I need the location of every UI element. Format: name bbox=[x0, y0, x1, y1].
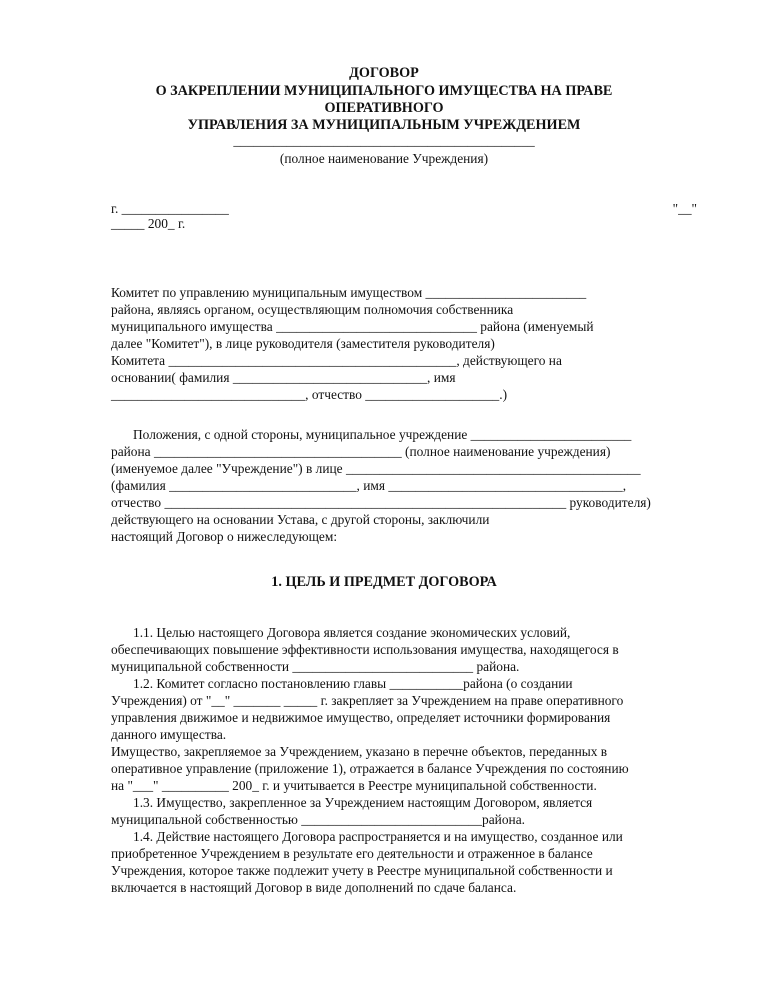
year-line: _____ 200_ г. bbox=[111, 216, 186, 231]
title-line-1: ДОГОВОР bbox=[349, 65, 419, 81]
day-blank: "__" bbox=[672, 201, 697, 216]
clause-1-4-line-4: включается в настоящий Договор в виде дополнений по сдаче баланса. bbox=[111, 880, 517, 895]
clause-1-4-line-3: Учреждения, которое также подлежит учету в Реестре муниципальной собственности и bbox=[111, 863, 613, 878]
place-line: г. ________________ bbox=[111, 201, 229, 216]
clause-1-1-line-2: обеспечивающих повышение эффективности использования имущества, находящегося в bbox=[111, 642, 619, 657]
title-line-4: УПРАВЛЕНИЯ ЗА МУНИЦИПАЛЬНЫМ УЧРЕЖДЕНИЕМ bbox=[187, 117, 581, 133]
parties-line-3: (именуемое далее "Учреждение") в лице ____________________________________________ bbox=[111, 461, 641, 476]
parties-line-5: отчество ____________________________________________________________ руководителя) bbox=[111, 495, 651, 510]
intro-line-2: района, являясь органом, осуществляющим полномочия собственника bbox=[111, 302, 514, 317]
intro-line-5: Комитета ___________________________________________, действующего на bbox=[111, 353, 562, 368]
clause-1-4-line-2: приобретенное Учреждением в результате его деятельности и отраженное в балансе bbox=[111, 846, 593, 861]
property-line-1: Имущество, закрепляемое за Учреждением, указано в перечне объектов, переданных в bbox=[111, 744, 608, 759]
parties-line-6: действующего на основании Устава, с другой стороны, заключили bbox=[111, 512, 490, 527]
parties-line-2: района _____________________________________ (полное наименование учреждения) bbox=[111, 444, 611, 459]
title-line-2: О ЗАКРЕПЛЕНИИ МУНИЦИПАЛЬНОГО ИМУЩЕСТВА НА ПРАВЕ bbox=[155, 83, 613, 99]
parties-line-7: настоящий Договор о нижеследующем: bbox=[111, 529, 338, 544]
property-line-2: оперативное управление (приложение 1), отражается в балансе Учреждения по состоянию bbox=[111, 761, 629, 776]
clause-1-3-line-2: муниципальной собственностью ___________________________района. bbox=[111, 812, 526, 827]
intro-line-4: далее "Комитет"), в лице руководителя (заместителя руководителя) bbox=[111, 336, 495, 351]
intro-line-1: Комитет по управлению муниципальным имуществом ________________________ bbox=[111, 285, 587, 300]
clause-1-4-line-1: 1.4. Действие настоящего Договора распространяется и на имущество, созданное или bbox=[133, 829, 623, 844]
clause-1-1-line-3: муниципальной собственности ___________________________ района. bbox=[111, 659, 520, 674]
title-line-3: ОПЕРАТИВНОГО bbox=[324, 100, 444, 116]
clause-1-2-line-1: 1.2. Комитет согласно постановлению главы ___________района (о создании bbox=[133, 676, 573, 691]
section-1-heading: 1. ЦЕЛЬ И ПРЕДМЕТ ДОГОВОРА bbox=[271, 574, 497, 590]
intro-line-7: _____________________________, отчество ____________________.) bbox=[111, 387, 508, 402]
institution-name-blank: _____________________________________________ bbox=[233, 133, 535, 148]
institution-name-caption: (полное наименование Учреждения) bbox=[279, 151, 489, 166]
clause-1-2-line-2: Учреждения) от "__" _______ _____ г. закрепляет за Учреждением на праве оперативного bbox=[111, 693, 624, 708]
property-line-3: на "___" __________ 200_ г. и учитывается в Реестре муниципальной собственности. bbox=[111, 778, 597, 793]
intro-line-6: основании( фамилия _____________________________, имя bbox=[111, 370, 456, 385]
clause-1-1-line-1: 1.1. Целью настоящего Договора является создание экономических условий, bbox=[133, 625, 571, 640]
clause-1-3-line-1: 1.3. Имущество, закрепленное за Учреждением настоящим Договором, является bbox=[133, 795, 593, 810]
clause-1-2-line-4: данного имущества. bbox=[111, 727, 227, 742]
intro-line-3: муниципального имущества ______________________________ района (именуемый bbox=[111, 319, 594, 334]
parties-line-4: (фамилия ____________________________, имя ___________________________________, bbox=[111, 478, 627, 493]
parties-line-1: Положения, с одной стороны, муниципальное учреждение ________________________ bbox=[133, 427, 632, 442]
clause-1-2-line-3: управления движимое и недвижимое имущество, определяет источники формирования bbox=[111, 710, 611, 725]
